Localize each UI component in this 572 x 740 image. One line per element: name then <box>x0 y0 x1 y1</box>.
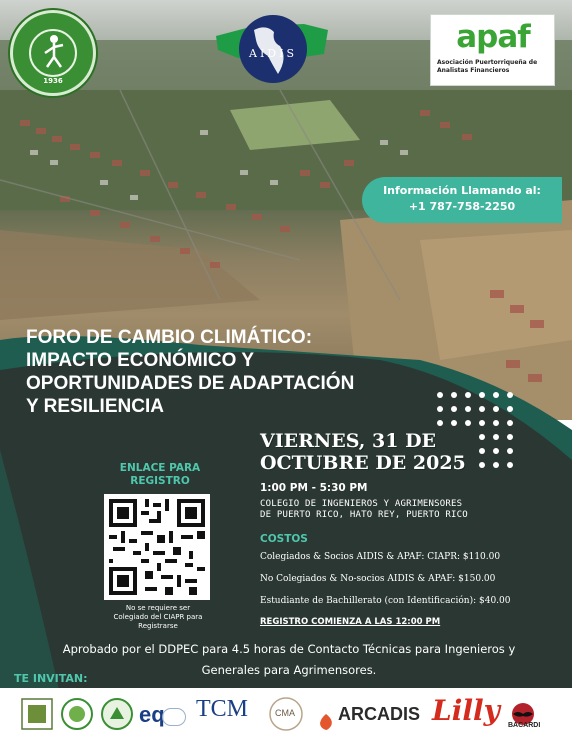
date-line: OCTUBRE DE 2025 <box>260 452 466 474</box>
contact-label: Información Llamando al: <box>383 184 541 197</box>
registration-heading-line: ENLACE PARA <box>119 462 201 474</box>
registration-note <box>98 604 218 631</box>
sponsor-tcm-logo: TCM <box>196 696 249 722</box>
sponsor-lilly-logo: Lilly <box>432 694 500 727</box>
title-line: FORO DE CAMBIO CLIMÁTICO: <box>26 327 313 348</box>
registration-start-time: REGISTRO COMIENZA A LAS 12:00 PM <box>260 617 441 627</box>
sponsor-cma-logo: CMA <box>275 708 295 718</box>
event-venue <box>260 499 550 521</box>
date-line: VIERNES, 31 DE <box>260 430 437 452</box>
contact-phone[interactable]: +1 787-758-2250 <box>408 200 516 213</box>
sponsor-logos-bar <box>0 688 572 740</box>
sponsor-bacardi-logo: BACARDI <box>508 722 541 729</box>
title-line: Y RESILIENCIA <box>26 396 164 417</box>
sponsor-logo-3 <box>100 696 134 732</box>
registration-link-heading <box>100 462 220 488</box>
ciapr-seal-logo <box>10 10 96 96</box>
event-time: 1:00 PM - 5:30 PM <box>260 482 368 494</box>
registration-heading-line: REGISTRO <box>130 475 190 487</box>
arcadis-flame-icon <box>316 704 336 740</box>
approval-line: Generales para Agrimensores. <box>201 663 377 677</box>
contact-info-pill <box>362 177 562 223</box>
apaf-wordmark: apaf <box>456 19 530 55</box>
aidis-logo <box>214 14 332 90</box>
title-line: OPORTUNIDADES DE ADAPTACIÓN <box>26 373 355 394</box>
cost-item: Estudiante de Bachillerato (con Identificación): $40.00 <box>260 596 511 606</box>
cost-item: No Colegiados & No-socios AIDIS & APAF: $150.00 <box>260 574 496 584</box>
apaf-full-name: Asociación Puertorriqueña de Analistas Financieros <box>437 59 538 74</box>
event-date <box>260 430 500 474</box>
cost-item: Colegiados & Socios AIDIS & APAF: CIAPR: $110.00 <box>260 552 501 562</box>
costs-heading: COSTOS <box>260 533 308 545</box>
note-line: Colegiado del CIAPR para <box>113 613 203 621</box>
sponsor-arcadis-logo: ARCADIS <box>338 704 421 724</box>
ciapr-year: 1936 <box>43 77 63 85</box>
qr-code-icon <box>109 499 205 595</box>
sponsor-eq-lab-mark <box>162 708 186 726</box>
sponsor-eq-logo: eq <box>139 702 165 727</box>
title-line: IMPACTO ECONÓMICO Y <box>26 350 255 371</box>
sponsor-logo-1 <box>20 696 54 732</box>
aidis-wordmark: AIDIS <box>249 47 297 60</box>
approval-statement <box>20 639 558 681</box>
registration-qr-code[interactable] <box>104 494 210 600</box>
forum-title <box>26 326 406 418</box>
venue-line: DE PUERTO RICO, HATO REY, PUERTO RICO <box>260 510 468 520</box>
surveyor-figure-icon <box>39 33 69 69</box>
sponsors-heading: TE INVITAN: <box>14 672 88 685</box>
approval-line: Aprobado por el DDPEC para 4.5 horas de Contacto Técnicas para Ingenieros y <box>62 642 516 656</box>
sponsor-logo-2 <box>60 696 94 732</box>
note-line: Registrarse <box>138 622 178 630</box>
venue-line: COLEGIO DE INGENIEROS Y AGRIMENSORES <box>260 499 463 509</box>
note-line: No se requiere ser <box>125 604 191 612</box>
apaf-logo <box>430 14 555 86</box>
